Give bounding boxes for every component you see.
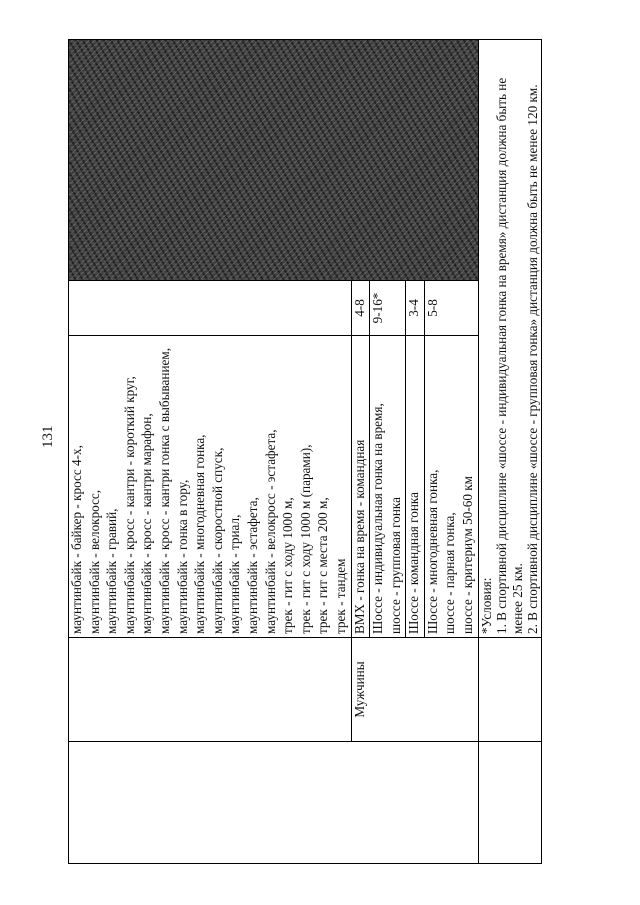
gender-cell: Мужчины xyxy=(351,638,478,742)
discipline-line: маунтинбайк - кросс - кантри марафон, xyxy=(139,413,155,634)
discipline-line: шоссе - критериум 50-60 км xyxy=(460,476,476,634)
discipline-line: маунтинбайк - байкер - кросс 4-х, xyxy=(69,445,84,634)
qualification-table xyxy=(68,39,542,864)
discipline-line: маунтинбайк - кросс - кантри гонка с выбыванием, xyxy=(156,348,172,634)
rotated-table-page xyxy=(68,39,558,864)
notes-cell xyxy=(478,40,541,638)
notes-empty-cell xyxy=(478,638,541,742)
notes-title: *Условия: xyxy=(478,577,494,634)
table-row-notes xyxy=(478,40,541,864)
gender-cell-empty xyxy=(69,638,352,742)
discipline-line: маунтинбайк - гонка в гору, xyxy=(174,479,190,634)
discipline-list xyxy=(69,336,352,638)
discipline-line: маунтинбайк - кросс - кантри - короткий круг, xyxy=(121,376,137,634)
discipline-line: BMX - гонка на время - командная xyxy=(351,439,367,634)
discipline-line: Шоссе - многодневная гонка, xyxy=(424,469,440,634)
discipline-line: маунтинбайк - велокросс, xyxy=(86,489,102,634)
table-row-group1 xyxy=(69,40,352,864)
discipline-cell xyxy=(370,336,406,638)
discipline-cell xyxy=(424,336,478,638)
discipline-line: маунтинбайк - скоростной спуск, xyxy=(209,447,225,634)
value-cell: 3-4 xyxy=(406,281,425,336)
discipline-line: шоссе - групповая гонка xyxy=(387,497,403,634)
discipline-cell xyxy=(406,336,425,638)
discipline-line: трек - гит с ходу 1000 м, xyxy=(280,497,296,634)
discipline-line: маунтинбайк - гравий, xyxy=(104,508,120,634)
page-number: 131 xyxy=(40,425,56,448)
discipline-line: Шоссе - индивидуальная гонка на время, xyxy=(370,403,386,634)
discipline-line: шоссе - парная гонка, xyxy=(442,512,458,634)
notes-item: 2. В спортивной дисциплине «шоссе - групповая гонка» дистанция должна быть не менее 120 км. xyxy=(525,84,541,634)
value-cell: 9-16* xyxy=(370,281,406,336)
scan-noise-block xyxy=(69,40,479,281)
discipline-line: маунтинбайк - велокросс - эстафета, xyxy=(262,429,278,634)
discipline-line: трек - гит с места 200 м, xyxy=(315,497,331,634)
discipline-line: трек - тандем xyxy=(332,558,348,634)
discipline-line: маунтинбайк - эстафета, xyxy=(244,497,260,634)
discipline-cell xyxy=(351,336,370,638)
category-cell-empty xyxy=(69,742,479,864)
value-cell: 4-8 xyxy=(351,281,370,336)
value-cell: 5-8 xyxy=(424,281,478,336)
notes-empty-cell xyxy=(478,742,541,864)
discipline-line: маунтинбайк - многодневная гонка, xyxy=(192,434,208,634)
value-cell-empty xyxy=(69,281,352,336)
discipline-line: Шоссе - командная гонка xyxy=(406,492,422,634)
discipline-line: маунтинбайк - триал, xyxy=(227,514,243,634)
notes-item: 1. В спортивной дисциплине «шоссе - индивидуальная гонка на время» дистанция должна быть не менее 25 км. xyxy=(494,77,525,634)
discipline-line: трек - гит с ходу 1000 м (парами), xyxy=(297,444,313,634)
